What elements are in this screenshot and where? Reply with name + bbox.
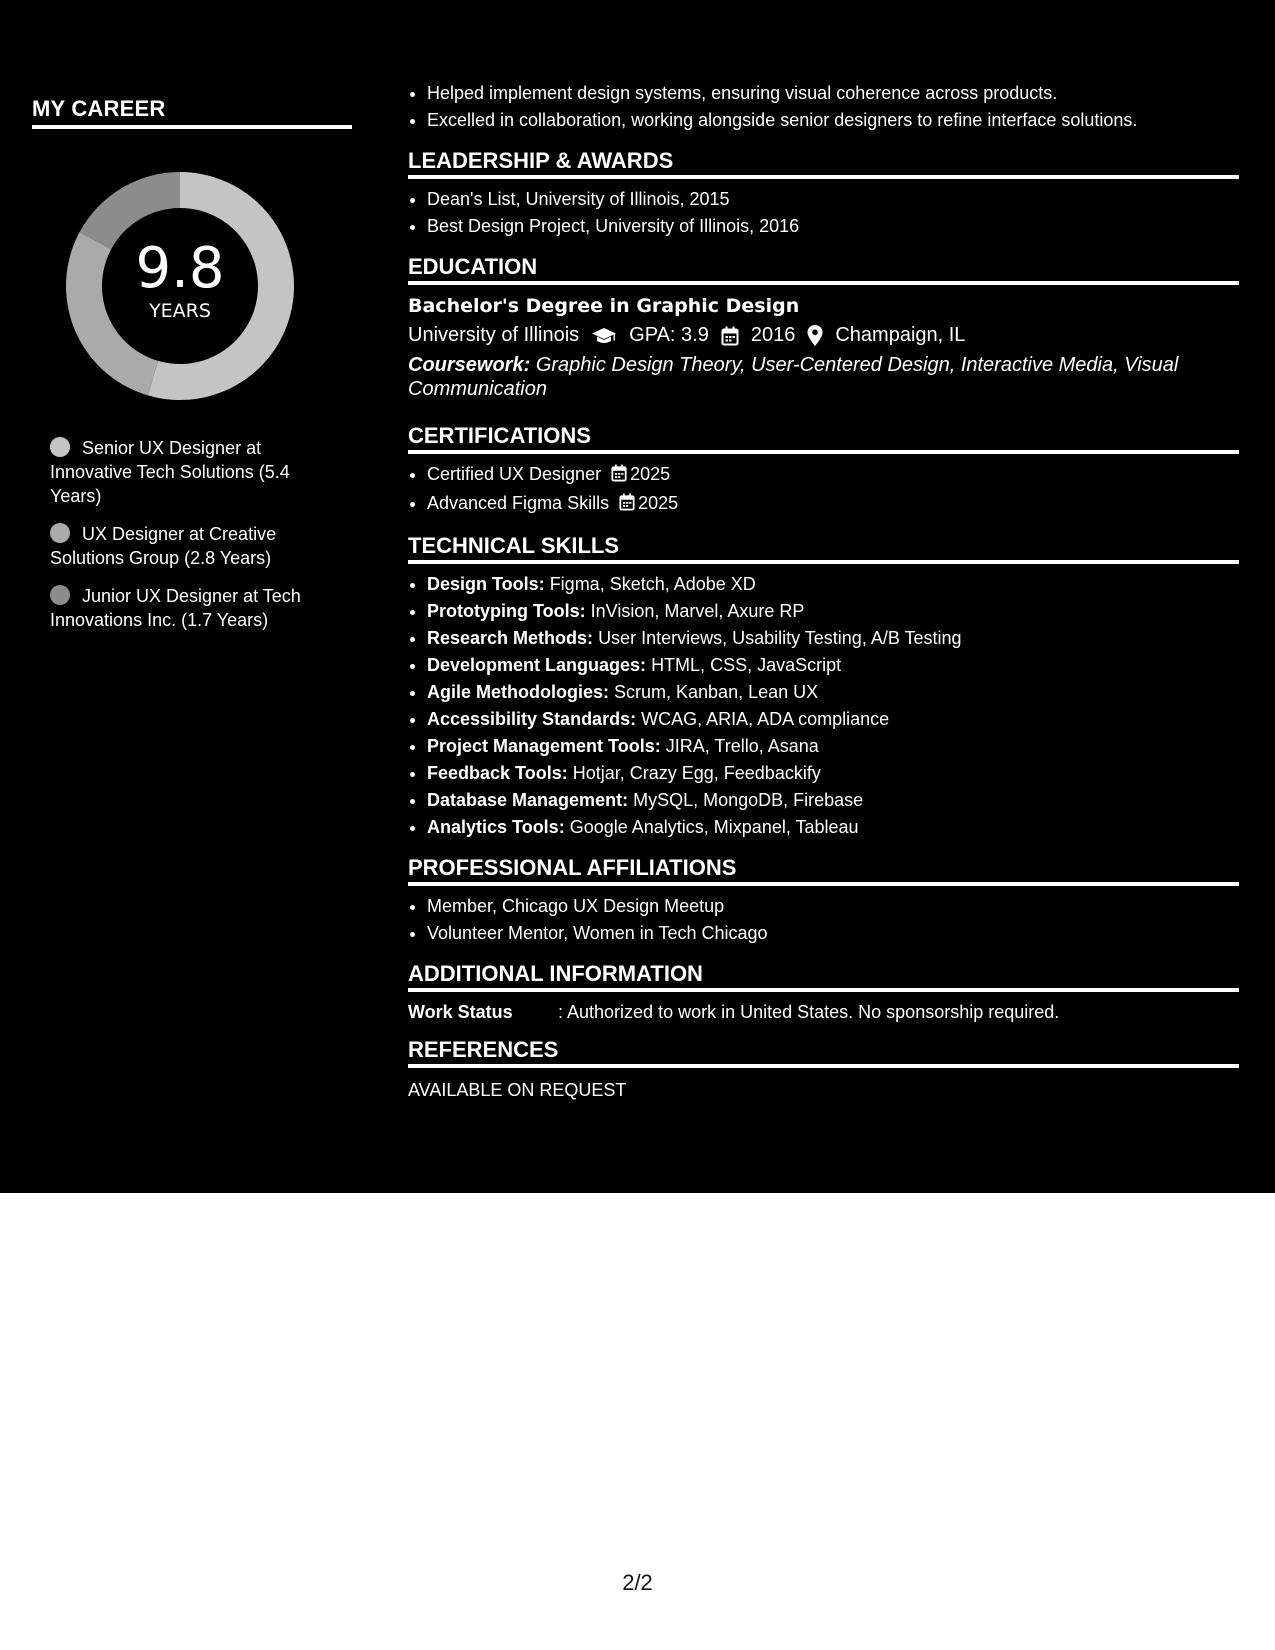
skill-label: Analytics Tools: (427, 817, 565, 837)
career-legend-item (50, 436, 320, 508)
certification-name: Certified UX Designer (427, 464, 602, 484)
certification-year: 2025 (638, 493, 679, 513)
skill-item (427, 625, 1239, 652)
affiliation-item: • Volunteer Mentor, Women in Tech Chicago (427, 920, 1239, 947)
main-content (408, 80, 1239, 1101)
legend-dot (50, 437, 70, 457)
leadership-section (408, 148, 1239, 240)
skill-value: HTML, CSS, JavaScript (651, 655, 842, 675)
skill-value: Hotjar, Crazy Egg, Feedbackify (572, 763, 821, 783)
education-school: University of Illinois (408, 324, 580, 346)
certification-year: 2025 (630, 464, 671, 484)
donut-center (66, 172, 294, 400)
leadership-item: • Dean's List, University of Illinois, 2015 (427, 186, 1239, 213)
certification-item (427, 461, 1239, 490)
certification-name: Advanced Figma Skills (427, 493, 610, 513)
legend-dot (50, 585, 70, 605)
career-legend-item (50, 522, 320, 570)
references-section (408, 1037, 1239, 1101)
certification-item (427, 490, 1239, 519)
education-coursework (408, 353, 1239, 401)
skill-value: WCAG, ARIA, ADA compliance (641, 709, 890, 729)
experience-bullet: • Excelled in collaboration, working alongside senior designers to refine interface solutions. (427, 107, 1239, 134)
skill-value: JIRA, Trello, Asana (665, 736, 819, 756)
certifications-list (408, 461, 1239, 519)
skill-label: Development Languages: (427, 655, 647, 675)
skill-item (427, 814, 1239, 841)
skill-item (427, 733, 1239, 760)
affiliation-item: • Member, Chicago UX Design Meetup (427, 893, 1239, 920)
skill-label: Accessibility Standards: (427, 709, 637, 729)
total-years-value: 9.8 (135, 236, 225, 301)
map-pin-icon (807, 325, 823, 346)
coursework-text: Graphic Design Theory, User-Centered Design, Interactive Media, Visual Communication (408, 354, 1179, 400)
calendar-icon (721, 326, 739, 346)
work-status-value: : Authorized to work in United States. No sponsorship required. (558, 1002, 1060, 1022)
skills-section (408, 533, 1239, 841)
skill-label: Feedback Tools: (427, 763, 568, 783)
skill-item (427, 571, 1239, 598)
experience-bullet: • Helped implement design systems, ensuring visual coherence across products. (427, 80, 1239, 107)
education-section (408, 254, 1239, 401)
skill-label: Design Tools: (427, 574, 545, 594)
page-number: 2/2 (622, 1570, 653, 1595)
skill-item (427, 652, 1239, 679)
skill-label: Prototyping Tools: (427, 601, 586, 621)
leadership-list (408, 186, 1239, 240)
calendar-icon (619, 492, 635, 519)
skill-item (427, 679, 1239, 706)
additional-section (408, 961, 1239, 1023)
section-title: TECHNICAL SKILLS (408, 533, 1239, 564)
skill-value: Google Analytics, Mixpanel, Tableau (569, 817, 859, 837)
work-status-row (408, 1002, 1239, 1023)
career-legend-item (50, 584, 320, 632)
skill-item (427, 787, 1239, 814)
education-gpa: GPA: 3.9 (629, 324, 709, 346)
section-title: EDUCATION (408, 254, 1239, 285)
education-meta (408, 324, 1239, 347)
career-sidebar (32, 96, 352, 646)
skill-value: User Interviews, Usability Testing, A/B Testing (598, 628, 962, 648)
skill-value: MySQL, MongoDB, Firebase (633, 790, 864, 810)
skill-item (427, 598, 1239, 625)
skill-value: Scrum, Kanban, Lean UX (614, 682, 819, 702)
legend-dot (50, 523, 70, 543)
references-text: AVAILABLE ON REQUEST (408, 1080, 627, 1100)
career-legend (50, 436, 320, 632)
career-role-label: UX Designer at Creative Solutions Group (2.8 Years) (50, 524, 277, 568)
skill-label: Project Management Tools: (427, 736, 661, 756)
career-role-label: Senior UX Designer at Innovative Tech Solutions (5.4 Years) (50, 438, 290, 506)
leadership-item: • Best Design Project, University of Illinois, 2016 (427, 213, 1239, 240)
skill-label: Research Methods: (427, 628, 594, 648)
coursework-label: Coursework: (408, 354, 531, 376)
affiliations-list (408, 893, 1239, 947)
skill-label: Database Management: (427, 790, 629, 810)
education-degree: Bachelor's Degree in Graphic Design (408, 295, 800, 317)
work-status-label: Work Status (408, 1002, 513, 1022)
career-title: MY CAREER (32, 96, 352, 129)
education-location: Champaign, IL (835, 324, 966, 346)
total-years-unit: YEARS (149, 300, 211, 322)
skill-value: InVision, Marvel, Axure RP (590, 601, 805, 621)
career-role-label: Junior UX Designer at Tech Innovations Inc. (1.7 Years) (50, 586, 301, 630)
experience-tail-list (408, 80, 1239, 134)
certifications-section (408, 423, 1239, 519)
section-title: PROFESSIONAL AFFILIATIONS (408, 855, 1239, 886)
skill-item (427, 706, 1239, 733)
calendar-icon (611, 463, 627, 490)
graduation-cap-icon (591, 327, 617, 345)
section-title: CERTIFICATIONS (408, 423, 1239, 454)
section-title: ADDITIONAL INFORMATION (408, 961, 1239, 992)
skill-label: Agile Methodologies: (427, 682, 609, 702)
career-donut-chart (66, 172, 294, 400)
education-year: 2016 (750, 324, 796, 346)
skill-value: Figma, Sketch, Adobe XD (549, 574, 756, 594)
skill-item (427, 760, 1239, 787)
skills-list (408, 571, 1239, 841)
affiliations-section (408, 855, 1239, 947)
section-title: REFERENCES (408, 1037, 1239, 1068)
section-title: LEADERSHIP & AWARDS (408, 148, 1239, 179)
